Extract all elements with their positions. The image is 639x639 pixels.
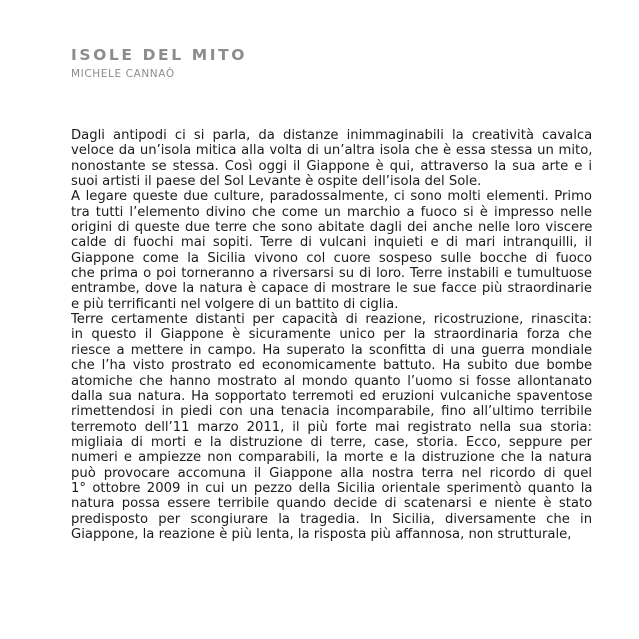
text-line: Terre certamente distanti per capacità di reazione, ricostruzione, rinascita:	[71, 312, 592, 328]
paragraph	[71, 128, 592, 189]
text-line: 1° ottobre 2009 in cui un pezzo della Sicilia orientale sperimentò quanto la	[71, 480, 593, 496]
text-line: predisposto per scongiurare la tragedia. In Sicilia, diversamente che in	[71, 511, 593, 527]
text-line: origini di queste due terre che sono abitate dagli dei anche nelle loro viscere	[71, 220, 593, 236]
text-line: calde di fuochi mai sopiti. Terre di vulcani inquieti e di mari intranquilli, il	[71, 235, 592, 251]
text-line: Giappone come la Sicilia vivono col cuore sospeso sulle bocche di fuoco	[71, 250, 593, 266]
paragraph	[71, 189, 592, 312]
text-line: rimettendosi in piedi con una tenacia incomparabile, fino all’ultimo terribile	[71, 404, 592, 420]
text-line: A legare queste due culture, paradossalmente, ci sono molti elementi. Primo	[71, 189, 592, 205]
text-line: Giappone, la reazione è più lenta, la risposta più affannosa, non strutturale,	[71, 526, 572, 542]
text-line: può provocare accomuna il Giappone alla nostra terra nel ricordo di quel	[71, 465, 592, 481]
text-line: e più terrificanti nel volgere di un battito di ciglia.	[71, 296, 399, 312]
text-line: dalla sua natura. Ha sopportato terremoti ed eruzioni vulcaniche spaventose	[71, 388, 593, 404]
article-body	[71, 128, 592, 542]
text-line: natura possa essere terribile quando decide di scatenarsi e niente è stato	[71, 496, 593, 512]
text-line: nonostante se stessa. Così oggi il Giappone è qui, attraverso la sua arte e i	[71, 158, 592, 174]
text-line: che prima o poi torneranno a riversarsi su di loro. Terre instabili e tumultuose	[71, 266, 592, 282]
text-line: migliaia di morti e la distruzione di terre, case, storia. Ecco, seppure per	[71, 434, 592, 450]
article-author: MICHELE CANNAÒ	[71, 68, 175, 80]
text-line: entrambe, dove la natura è capace di mostrare le sue facce più straordinarie	[71, 281, 592, 297]
text-line: veloce da un’isola mitica alla volta di un’altra isola che è essa stessa un mito,	[71, 143, 593, 159]
text-line: tra tutti l’elemento divino che come un marchio a fuoco si è impresso nelle	[71, 204, 592, 220]
article-title: ISOLE DEL MITO	[71, 46, 248, 64]
paragraph	[71, 312, 592, 542]
text-line: suoi artisti il paese del Sol Levante è ospite dell’isola del Sole.	[71, 174, 482, 190]
text-line: terremoto dell’11 marzo 2011, il più forte mai registrato nella sua storia:	[71, 419, 592, 435]
text-line: in questo il Giappone è sicuramente unico per la straordinaria forza che	[71, 327, 592, 343]
text-line: atomiche che hanno mostrato al mondo quanto l’uomo si fosse allontanato	[71, 373, 593, 389]
text-line: numeri e ampiezze non comparabili, la morte e la distruzione che la natura	[71, 450, 592, 466]
text-line: riesce a mettere in campo. Ha superato la sconfitta di una guerra mondiale	[71, 342, 593, 358]
text-line: Dagli antipodi ci si parla, da distanze inimmaginabili la creatività cavalca	[71, 128, 593, 143]
text-line: che l’ha visto prostrato ed economicamente battuto. Ha subito due bombe	[71, 358, 593, 374]
